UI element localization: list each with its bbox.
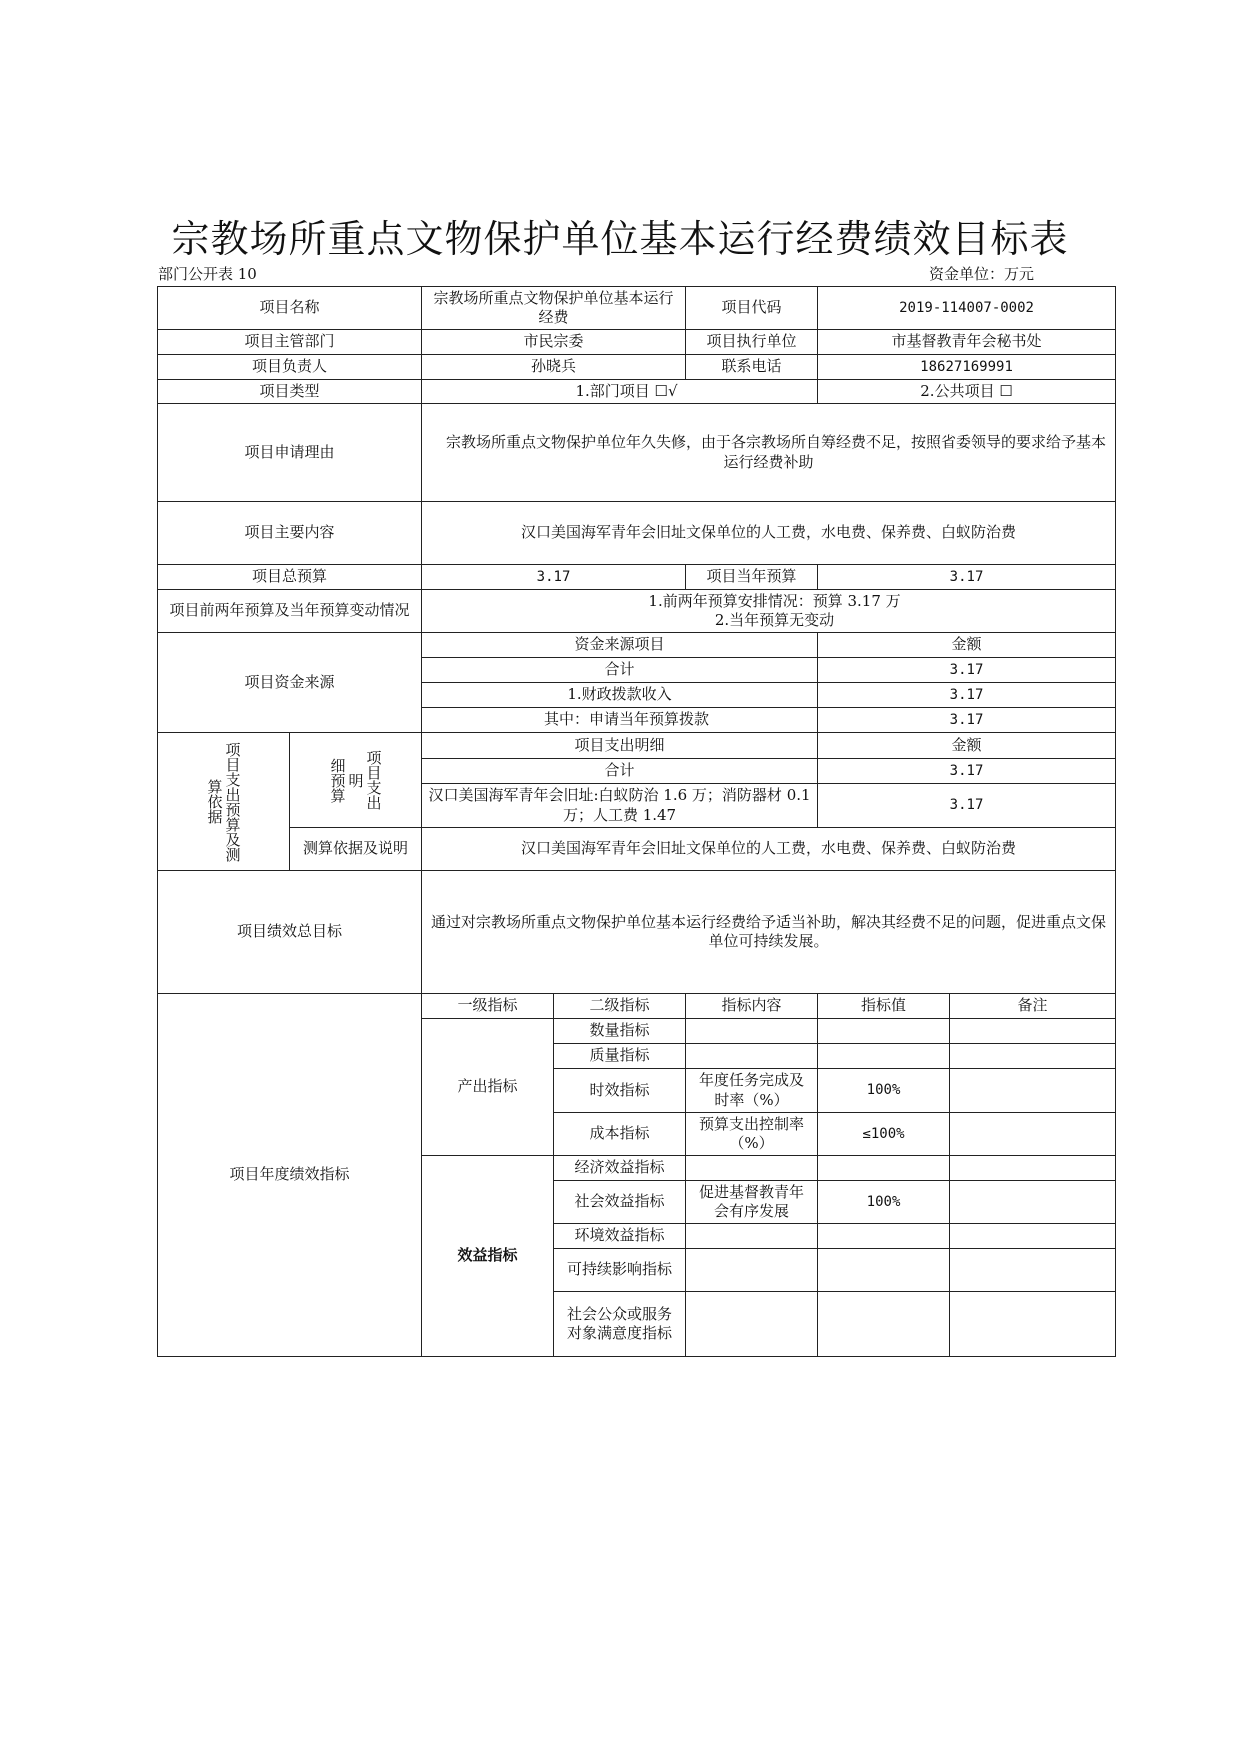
expense-basis-label: 测算依据及说明 <box>290 828 422 871</box>
row-funding-header <box>158 633 1116 658</box>
dept-label: 项目主管部门 <box>158 330 422 355</box>
total-budget-label: 项目总预算 <box>158 565 422 590</box>
expense-outer-label <box>158 733 290 871</box>
funding-col-amount: 金额 <box>818 633 1116 658</box>
expense-inner-label-c: 明 <box>346 772 365 788</box>
indicator-note <box>950 1224 1116 1249</box>
expense-col-amount: 金额 <box>818 733 1116 759</box>
indicator-note <box>950 1069 1116 1113</box>
indicator-name: 可持续影响指标 <box>554 1249 686 1292</box>
expense-outer-label-a: 项目支出预算及测 <box>223 741 242 862</box>
indicator-note <box>950 1044 1116 1069</box>
expense-total-name: 合计 <box>422 758 818 784</box>
indicator-content <box>686 1019 818 1044</box>
ind-col-level1: 一级指标 <box>422 994 554 1019</box>
funding-row-name: 合计 <box>422 658 818 683</box>
indicator-note <box>950 1019 1116 1044</box>
phone-label: 联系电话 <box>686 355 818 380</box>
year-budget-value: 3.17 <box>818 565 1116 590</box>
row-project-name <box>158 287 1116 330</box>
total-budget-value: 3.17 <box>422 565 686 590</box>
indicator-name: 成本指标 <box>554 1113 686 1156</box>
indicator-name: 质量指标 <box>554 1044 686 1069</box>
indicator-value: 100% <box>818 1069 950 1113</box>
budget-change-label: 项目前两年预算及当年预算变动情况 <box>158 590 422 633</box>
indicator-note <box>950 1113 1116 1156</box>
indicator-value <box>818 1224 950 1249</box>
row-total-budget <box>158 565 1116 590</box>
expense-inner-label-a: 项目支出 <box>364 750 383 810</box>
indicator-value: ≤100% <box>818 1113 950 1156</box>
indicator-name: 时效指标 <box>554 1069 686 1113</box>
project-code-label: 项目代码 <box>686 287 818 330</box>
owner-label: 项目负责人 <box>158 355 422 380</box>
project-code-value: 2019-114007-0002 <box>818 287 1116 330</box>
funding-row-name: 其中：申请当年预算拨款 <box>422 708 818 733</box>
expense-basis-row <box>158 828 1116 871</box>
expense-inner-label-b: 细预算 <box>328 757 347 803</box>
project-name-label: 项目名称 <box>158 287 422 330</box>
indicator-note <box>950 1181 1116 1224</box>
indicator-name: 社会效益指标 <box>554 1181 686 1224</box>
exec-unit-value: 市基督教青年会秘书处 <box>818 330 1116 355</box>
dept-value: 市民宗委 <box>422 330 686 355</box>
owner-value: 孙晓兵 <box>422 355 686 380</box>
output-indicator-label: 产出指标 <box>422 1019 554 1156</box>
exec-unit-label: 项目执行单位 <box>686 330 818 355</box>
form-number: 部门公开表 10 <box>158 265 257 283</box>
expense-basis-text: 汉口美国海军青年会旧址文保单位的人工费，水电费、保养费、白蚁防治费 <box>422 828 1116 871</box>
ind-col-content: 指标内容 <box>686 994 818 1019</box>
row-budget-change <box>158 590 1116 633</box>
funding-row-amount: 3.17 <box>818 708 1116 733</box>
indicator-name: 经济效益指标 <box>554 1156 686 1181</box>
currency-unit: 资金单位：万元 <box>928 265 1034 283</box>
budget-change-line-1: 1.前两年预算安排情况：预算 3.17 万 <box>648 591 901 610</box>
indicator-content: 促进基督教青年会有序发展 <box>686 1181 818 1224</box>
indicator-value <box>818 1044 950 1069</box>
page-title: 宗教场所重点文物保护单位基本运行经费绩效目标表 <box>171 217 1069 261</box>
type-label: 项目类型 <box>158 380 422 404</box>
indicator-content <box>686 1156 818 1181</box>
indicator-value <box>818 1292 950 1357</box>
row-goal <box>158 871 1116 994</box>
ind-col-value: 指标值 <box>818 994 950 1019</box>
row-expense-header <box>158 733 1116 759</box>
indicator-name: 社会公众或服务对象满意度指标 <box>554 1292 686 1357</box>
indicator-value <box>818 1249 950 1292</box>
content-label: 项目主要内容 <box>158 502 422 565</box>
indicator-content <box>686 1224 818 1249</box>
indicator-value <box>818 1019 950 1044</box>
expense-detail-amount: 3.17 <box>818 784 1116 828</box>
performance-table <box>157 286 1116 1357</box>
indicator-name: 环境效益指标 <box>554 1224 686 1249</box>
indicator-content: 预算支出控制率（%） <box>686 1113 818 1156</box>
expense-detail-text: 汉口美国海军青年会旧址:白蚁防治 1.6 万；消防器材 0.1 万；人工费 1.47 <box>422 784 818 828</box>
indicator-value <box>818 1156 950 1181</box>
row-indicator-header <box>158 994 1116 1019</box>
expense-inner-label <box>290 733 422 828</box>
project-name-value: 宗教场所重点文物保护单位基本运行经费 <box>422 287 686 330</box>
indicators-label: 项目年度绩效指标 <box>158 994 422 1357</box>
type-option-public: 2.公共项目 ☐ <box>818 380 1116 404</box>
row-reason <box>158 404 1116 502</box>
indicator-content: 年度任务完成及时率（%） <box>686 1069 818 1113</box>
type-option-dept: 1.部门项目 ☐√ <box>422 380 818 404</box>
indicator-content <box>686 1249 818 1292</box>
funding-row-amount: 3.17 <box>818 683 1116 708</box>
row-content <box>158 502 1116 565</box>
expense-col-detail: 项目支出明细 <box>422 733 818 759</box>
indicator-content <box>686 1044 818 1069</box>
budget-change-line-2: 2.当年预算无变动 <box>714 611 835 629</box>
expense-total-amount: 3.17 <box>818 758 1116 784</box>
goal-label: 项目绩效总目标 <box>158 871 422 994</box>
indicator-note <box>950 1249 1116 1292</box>
year-budget-label: 项目当年预算 <box>686 565 818 590</box>
reason-text: 宗教场所重点文物保护单位年久失修，由于各宗教场所自筹经费不足，按照省委领导的要求给予基本运行经费补助 <box>422 404 1116 502</box>
funding-col-source: 资金来源项目 <box>422 633 818 658</box>
ind-col-note: 备注 <box>950 994 1116 1019</box>
funding-row-name: 1.财政拨款收入 <box>422 683 818 708</box>
ind-col-level2: 二级指标 <box>554 994 686 1019</box>
benefit-indicator-label: 效益指标 <box>422 1156 554 1357</box>
indicator-name: 数量指标 <box>554 1019 686 1044</box>
reason-label: 项目申请理由 <box>158 404 422 502</box>
content-text: 汉口美国海军青年会旧址文保单位的人工费，水电费、保养费、白蚁防治费 <box>422 502 1116 565</box>
funding-label: 项目资金来源 <box>158 633 422 733</box>
indicator-content <box>686 1292 818 1357</box>
row-type <box>158 380 1116 404</box>
expense-outer-label-b: 算依据 <box>205 779 224 824</box>
indicator-note <box>950 1292 1116 1357</box>
funding-row-amount: 3.17 <box>818 658 1116 683</box>
goal-text: 通过对宗教场所重点文物保护单位基本运行经费给予适当补助，解决其经费不足的问题，促进重点文保单位可持续发展。 <box>422 871 1116 994</box>
indicator-note <box>950 1156 1116 1181</box>
row-dept <box>158 330 1116 355</box>
phone-value: 18627169991 <box>818 355 1116 380</box>
row-owner <box>158 355 1116 380</box>
indicator-value: 100% <box>818 1181 950 1224</box>
